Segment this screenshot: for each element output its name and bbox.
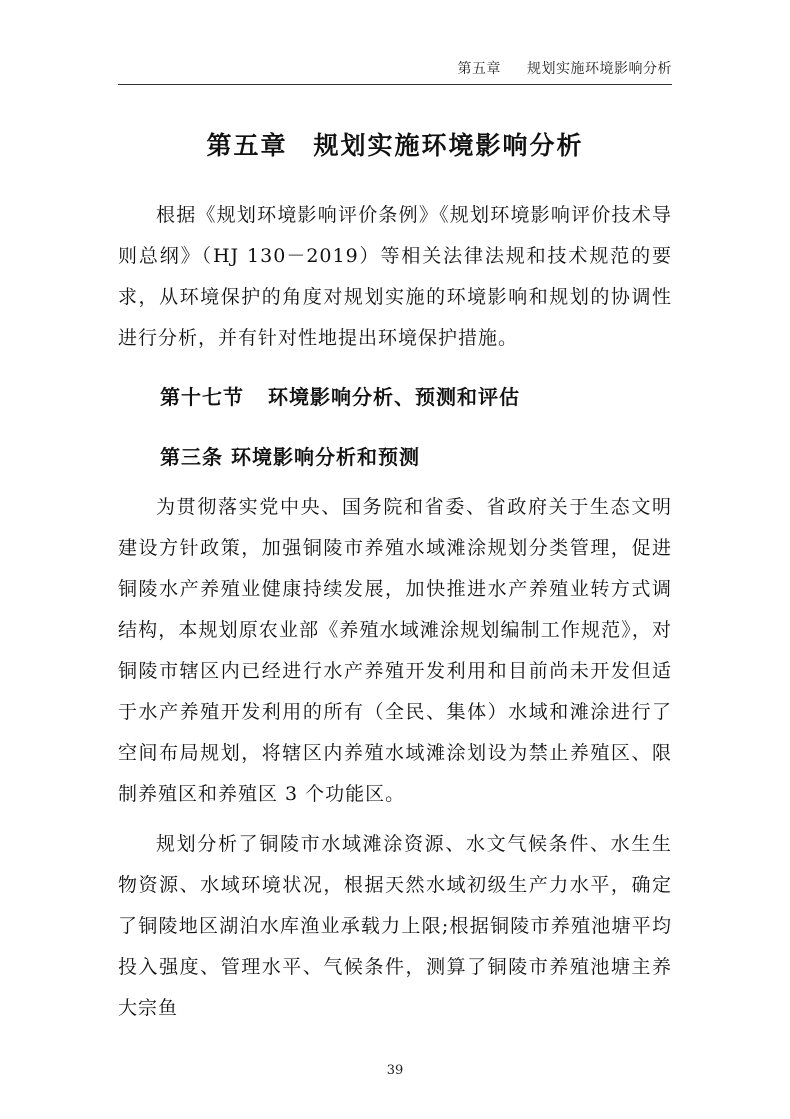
section-title-text: 环境影响分析、预测和评估 [268,385,520,409]
intro-paragraph [118,195,672,359]
body-paragraph-2-text: 规划分析了铜陵市水域滩涂资源、水文气候条件、水生生物资源、水域环境状况，根据天然水域初级生产力水平，确定了铜陵地区湖泊水库渔业承载力上限;根据铜陵市养殖池塘平均投入强度、管理水平、气候条件，测算了铜陵市养殖池塘主养大宗鱼 [118,833,672,1019]
body-paragraph-1 [118,487,672,815]
article-title-text: 环境影响分析和预测 [231,445,420,469]
running-header-chapter: 第五章 [457,61,501,77]
section-number: 第十七节 [160,385,244,409]
body-paragraph-1-text: 为贯彻落实党中央、国务院和省委、省政府关于生态文明建设方针政策，加强铜陵市养殖水域滩涂规划分类管理，促进铜陵水产养殖业健康持续发展，加快推进水产养殖业转方式调结构，本规划原农业部《养殖水域滩涂规划编制工作规范》，对铜陵市辖区内已经进行水产养殖开发利用和目前尚未开发但适于水产养殖开发利用的所有（全民、集体）水域和滩涂进行了空间布局规划，将辖区内养殖水域滩涂划设为禁止养殖区、限制养殖区和养殖区 3 个功能区。 [118,496,672,805]
section-heading [160,381,520,410]
article-number: 第三条 [160,445,223,469]
running-header-title: 规划实施环境影响分析 [527,61,672,77]
intro-paragraph-text: 根据《规划环境影响评价条例》《规划环境影响评价技术导则总纲》（HJ 130－2019）等相关法律法规和技术规范的要求，从环境保护的角度对规划实施的环境影响和规划的协调性进行分析，并有针对性地提出环境保护措施。 [118,204,672,349]
page-number: 39 [386,1063,404,1078]
chapter-number: 第五章 [206,131,288,160]
article-heading [160,441,420,470]
chapter-title [0,126,790,162]
running-header [458,58,673,78]
body-paragraph-2 [118,824,672,1029]
chapter-title-text: 规划实施环境影响分析 [313,131,584,160]
header-rule [118,84,672,85]
